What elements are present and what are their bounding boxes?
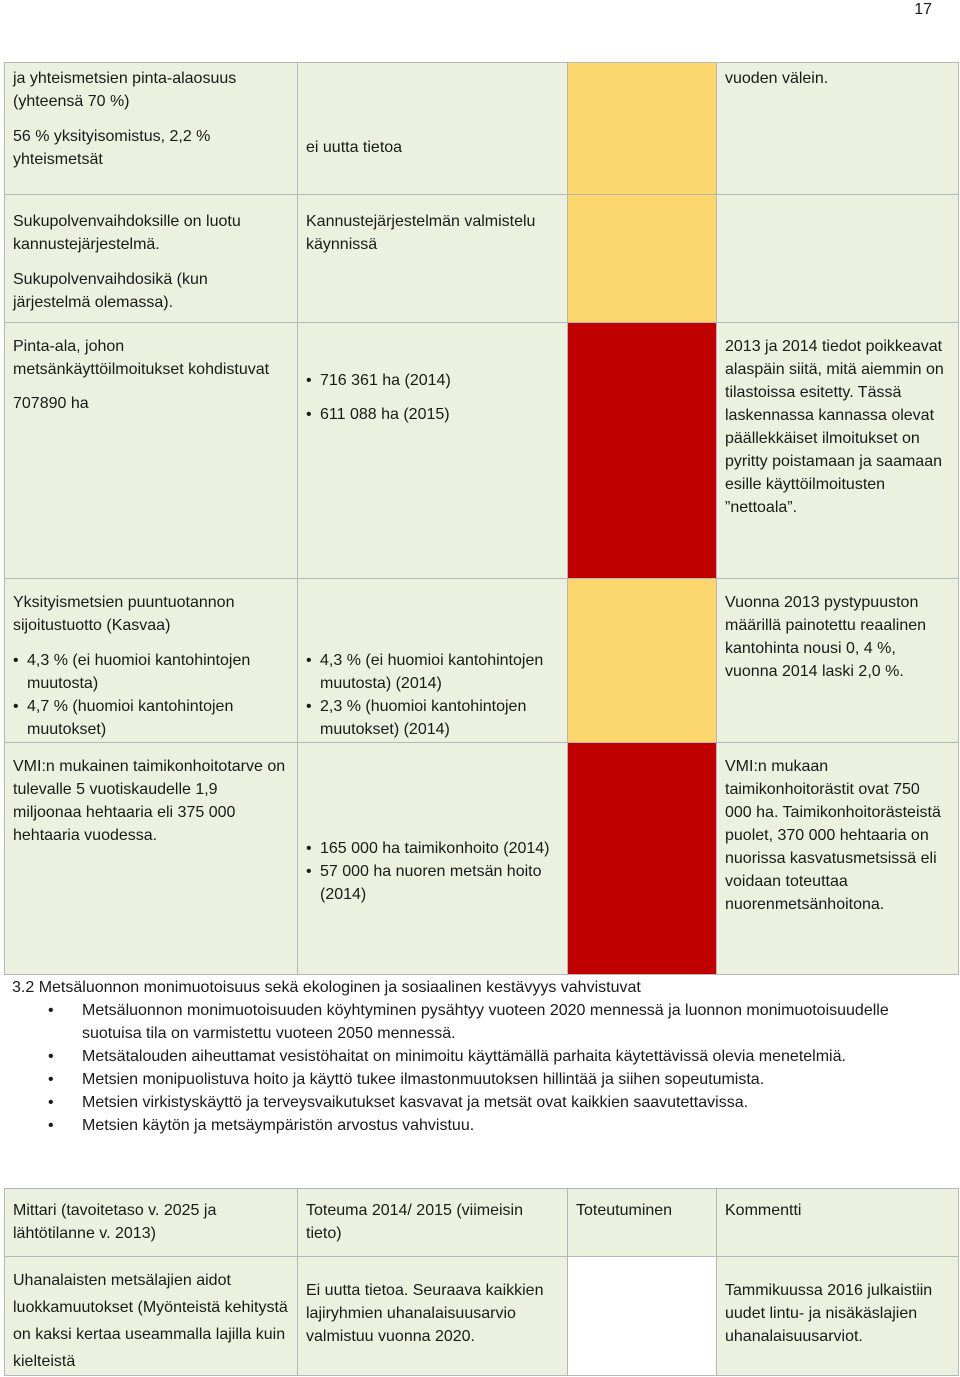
table-row bbox=[5, 195, 959, 323]
indicator-text: VMI:n mukainen taimikonhoitotarve on tulevalle 5 vuotiskaudelle 1,9 miljoonaa hehtaaria eli 375 000 hehtaaria vuodessa. bbox=[13, 758, 286, 844]
result-text: Kannustejärjestelmän valmistelu käynnissä bbox=[306, 213, 536, 253]
result-bullet: • 4,3 % (ei huomioi kantohintojen muutosta) (2014) bbox=[306, 649, 559, 695]
indicator-cell bbox=[5, 743, 298, 975]
table-row bbox=[5, 1257, 959, 1376]
indicator-cell bbox=[5, 579, 298, 743]
comment-text: Vuonna 2013 pystypuuston määrillä painotettu reaalinen kantohinta nousi 0, 4 %, vuonna 2014 laski 2,0 %. bbox=[725, 594, 927, 680]
comment-cell bbox=[717, 63, 959, 195]
table-row bbox=[5, 579, 959, 743]
indicator-cell bbox=[5, 323, 298, 579]
result-text: ei uutta tietoa bbox=[306, 139, 403, 156]
indicator-text: Yksityismetsien puuntuotannon sijoitustuotto (Kasvaa) bbox=[13, 594, 235, 634]
result-cell bbox=[298, 195, 568, 323]
comment-cell bbox=[717, 195, 959, 323]
goal-item: • Metsäluonnon monimuotoisuuden köyhtyminen pysähtyy vuoteen 2020 mennessä ja luonnon monimuotoisuudelle suotuisa tila on varmistettu vuoteen 2050 mennessä. bbox=[12, 999, 952, 1045]
comment-cell: Tammikuussa 2016 julkaistiin uudet lintu- ja nisäkäslajien uhanalaisuusarviot. bbox=[717, 1257, 959, 1376]
table-row bbox=[5, 323, 959, 579]
result-bullet: • 57 000 ha nuoren metsän hoito (2014) bbox=[306, 860, 559, 906]
comment-text: VMI:n mukaan taimikonhoitorästit ovat 750 000 ha. Taimikonhoitorästeistä puolet, 370 000 hehtaaria on nuorissa kasvatusmetsissä eli voidaan toteuttaa nuorenmetsänhoitona. bbox=[725, 758, 941, 913]
indicator-table-2 bbox=[4, 1188, 959, 1376]
result-cell bbox=[298, 323, 568, 579]
indicator-bullet: • 4,7 % (huomioi kantohintojen muutokset) bbox=[13, 695, 289, 741]
page-number: 17 bbox=[914, 1, 932, 18]
column-header: Kommentti bbox=[717, 1189, 959, 1257]
indicator-text: Sukupolvenvaihdoksille on luotu kannustejärjestelmä. bbox=[13, 213, 241, 253]
column-header: Toteuma 2014/ 2015 (viimeisin tieto) bbox=[298, 1189, 568, 1257]
status-cell-red bbox=[568, 743, 717, 975]
indicator-value: 707890 ha bbox=[13, 395, 89, 412]
goal-item: • Metsien käytön ja metsäympäristön arvostus vahvistuu. bbox=[12, 1114, 952, 1137]
result-bullet: • 611 088 ha (2015) bbox=[306, 403, 559, 426]
indicator-cell bbox=[5, 195, 298, 323]
column-header: Mittari (tavoitetaso v. 2025 ja lähtötilanne v. 2013) bbox=[5, 1189, 298, 1257]
result-cell bbox=[298, 743, 568, 975]
comment-cell bbox=[717, 579, 959, 743]
section-heading: 3.2 Metsäluonnon monimuotoisuus sekä ekologinen ja sosiaalinen kestävyys vahvistuvat bbox=[12, 979, 641, 996]
result-cell bbox=[298, 579, 568, 743]
table-header-row bbox=[5, 1189, 959, 1257]
indicator-text: 56 % yksityisomistus, 2,2 % yhteismetsät bbox=[13, 128, 211, 168]
goal-item: • Metsien virkistyskäyttö ja terveysvaikutukset kasvavat ja metsät ovat kaikkien saavutettavissa. bbox=[12, 1091, 952, 1114]
indicator-bullet: • 4,3 % (ei huomioi kantohintojen muutosta) bbox=[13, 649, 289, 695]
result-cell: Ei uutta tietoa. Seuraava kaikkien lajiryhmien uhanalaisuusarvio valmistuu vuonna 2020. bbox=[298, 1257, 568, 1376]
result-bullet: • 2,3 % (huomioi kantohintojen muutokset) (2014) bbox=[306, 695, 559, 741]
indicator-text: Sukupolvenvaihdosikä (kun järjestelmä olemassa). bbox=[13, 271, 208, 311]
comment-cell bbox=[717, 323, 959, 579]
indicator-cell: Uhanalaisten metsälajien aidot luokkamuutokset (Myönteistä kehitystä on kaksi kertaa useammalla lajilla kuin kielteistä bbox=[5, 1257, 298, 1376]
status-cell-white bbox=[568, 1257, 717, 1376]
indicator-table bbox=[4, 62, 959, 975]
indicator-cell bbox=[5, 63, 298, 195]
goal-list bbox=[12, 999, 952, 1137]
result-bullet: • 716 361 ha (2014) bbox=[306, 369, 559, 392]
indicator-text: ja yhteismetsien pinta-alaosuus (yhteensä 70 %) bbox=[13, 70, 237, 110]
indicator-text: Pinta-ala, johon metsänkäyttöilmoitukset kohdistuvat bbox=[13, 338, 270, 378]
table-row bbox=[5, 743, 959, 975]
status-cell-red bbox=[568, 323, 717, 579]
table-row bbox=[5, 63, 959, 195]
goal-item: • Metsätalouden aiheuttamat vesistöhaitat on minimoitu käyttämällä parhaita käytettävissä olevia menetelmiä. bbox=[12, 1045, 952, 1068]
result-cell bbox=[298, 63, 568, 195]
goal-item: • Metsien monipuolistuva hoito ja käyttö tukee ilmastonmuutoksen hillintää ja siihen sopeutumista. bbox=[12, 1068, 952, 1091]
status-cell-yellow bbox=[568, 195, 717, 323]
comment-text: vuoden välein. bbox=[725, 70, 829, 87]
comment-cell bbox=[717, 743, 959, 975]
goal-section bbox=[12, 976, 952, 1137]
result-bullet: • 165 000 ha taimikonhoito (2014) bbox=[306, 837, 559, 860]
column-header: Toteutuminen bbox=[568, 1189, 717, 1257]
comment-text: 2013 ja 2014 tiedot poikkeavat alaspäin siitä, mitä aiemmin on tilastoissa esitetty. Tässä laskennassa kannassa olevat päällekkäiset ilmoitukset on pyritty poistamaan ja saamaan esille käyttöilmoitusten ”nettoala”. bbox=[725, 338, 944, 516]
status-cell-yellow bbox=[568, 579, 717, 743]
status-cell-yellow bbox=[568, 63, 717, 195]
